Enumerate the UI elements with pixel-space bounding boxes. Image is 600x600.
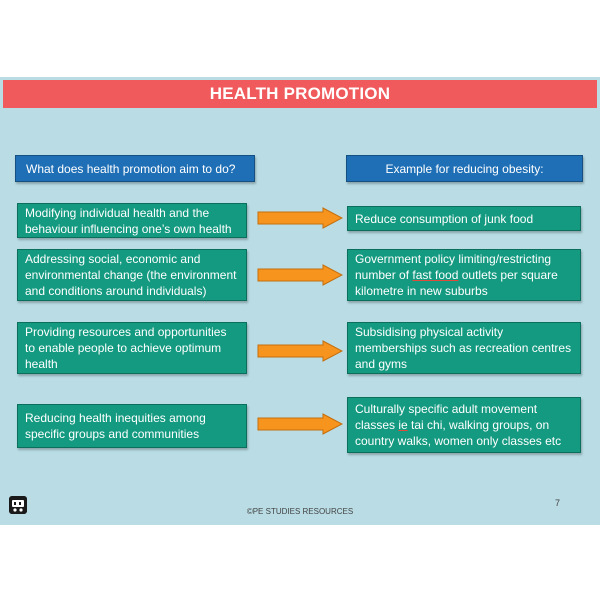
aims-header: What does health promotion aim to do? [15, 155, 255, 182]
example-box-3 [347, 322, 581, 374]
aim-text-2: Addressing social, economic and environmental change (the environment and conditions around individuals) [25, 252, 237, 298]
aim-text-3: Providing resources and opportunities to enable people to achieve optimum health [25, 325, 227, 371]
right-arrow-icon [257, 207, 343, 229]
example-text-1: Reduce consumption of junk food [355, 211, 534, 226]
slide [0, 77, 600, 525]
aim-box-1 [17, 203, 247, 238]
fast-food-term: fast food [412, 268, 459, 282]
example-text-4: Culturally specific adult movement classes ie tai chi, walking groups, on country walks, women only classes etc [355, 402, 562, 448]
slide-title: HEALTH PROMOTION [3, 80, 597, 108]
aim-text-1: Modifying individual health and the behaviour influencing one’s own health [25, 205, 232, 236]
copyright-footer: ©PE STUDIES RESOURCES [246, 507, 354, 516]
ie-term: ie [398, 418, 408, 432]
aim-box-4 [17, 404, 247, 448]
page-number: 7 [555, 498, 561, 508]
right-arrow-icon [257, 264, 343, 286]
right-arrow-icon [257, 340, 343, 362]
example-text-2: Government policy limiting/restricting number of fast food outlets per square kilometre in new suburbs [355, 252, 558, 298]
aim-box-2 [17, 249, 247, 301]
example-box-1 [347, 206, 581, 231]
right-arrow-icon [257, 413, 343, 435]
aim-text-4: Reducing health inequities among specific groups and communities [25, 411, 206, 441]
examples-header: Example for reducing obesity: [346, 155, 583, 182]
example-box-2 [347, 249, 581, 301]
aim-box-3 [17, 322, 247, 374]
example-text-3: Subsidising physical activity memberships such as recreation centres and gyms [355, 325, 572, 371]
example-box-4 [347, 397, 581, 453]
